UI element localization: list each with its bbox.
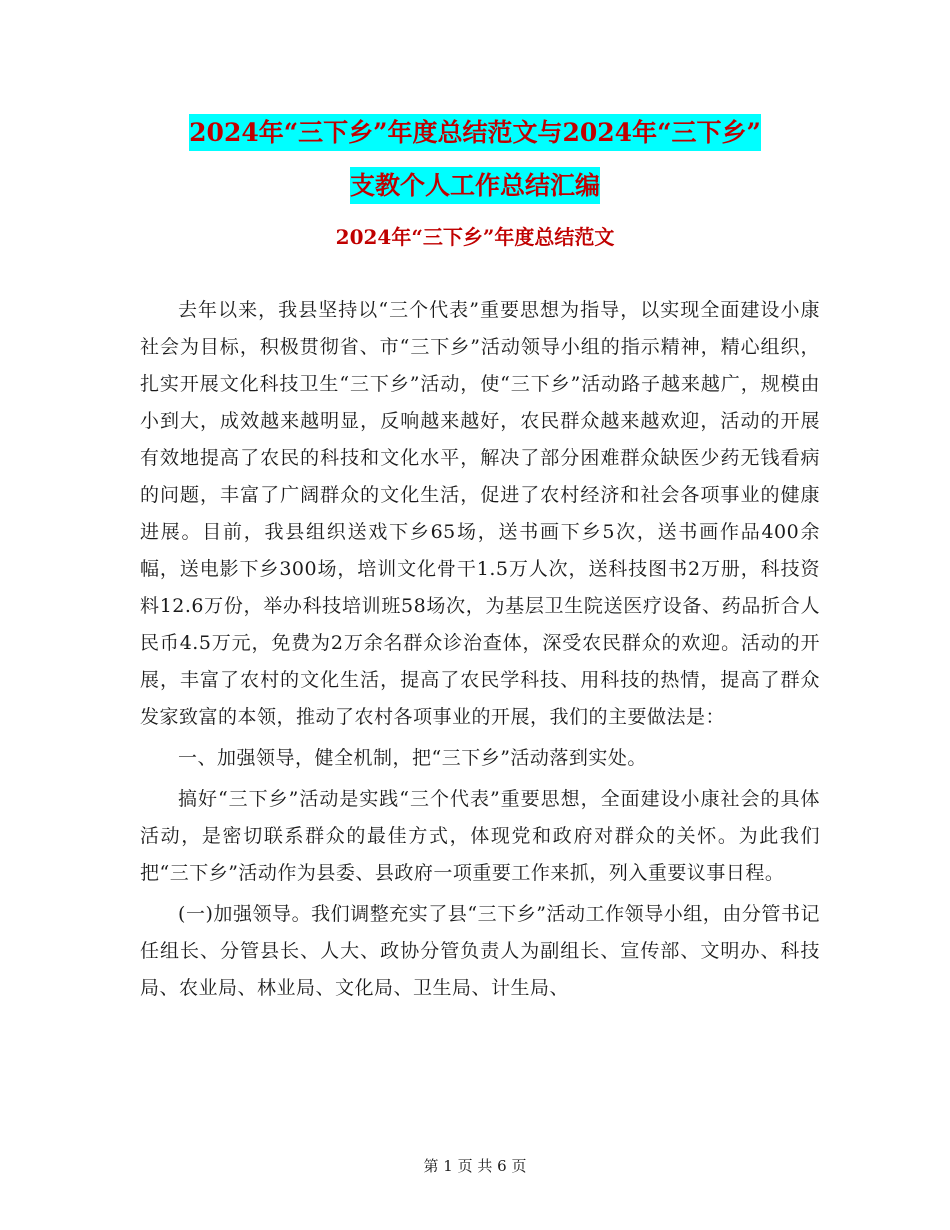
paragraph-2: 一、加强领导，健全机制，把“三下乡”活动落到实处。: [178, 747, 647, 769]
section-title: 2024年“三下乡”年度总结范文: [335, 225, 615, 249]
paragraph-1: 去年以来，我县坚持以“三个代表”重要思想为指导，以实现全面建设小康社会为目标，积极贯彻省、市“三下乡”活动领导小组的指示精神，精心组织，扎实开展文化科技卫生“三下乡”活动，使“三下乡”活动路子越来越广，规模由小到大，成效越来越明显，反响越来越好，农民群众越来越欢迎，活动的开展有效地提高了农民的科技和文化水平，解决了部分困难群众缺医少药无钱看病的问题，丰富了广阔群众的文化生活，促进了农村经济和社会各项事业的健康进展。目前，我县组织送戏下乡65场，送书画下乡5次，送书画作品400余幅，送电影下乡300场，培训文化骨干1.5万人次，送科技图书2万册，科技资料12.6万份，举办科技培训班58场次，为基层卫生院送医疗设备、药品折合人民币4.5万元，免费为2万余名群众诊治查体，深受农民群众的欢迎。活动的开展，丰富了农村的文化生活，提高了农民学科技、用科技的热情，提高了群众发家致富的本领，推动了农村各项事业的开展，我们的主要做法是：: [140, 299, 820, 728]
paragraph-4: (一)加强领导。我们调整充实了县“三下乡”活动工作领导小组，由分管书记任组长、分管县长、人大、政协分管负责人为副组长、宣传部、文明办、科技局、农业局、林业局、文化局、卫生局、计生局、: [140, 903, 820, 999]
document-body: [140, 292, 820, 1007]
page-footer: 第 1 页 共 6 页: [423, 1157, 527, 1175]
title-line-1: 2024年“三下乡”年度总结范文与2024年“三下乡”: [189, 114, 761, 151]
paragraph-3: 搞好“三下乡”活动是实践“三个代表”重要思想，全面建设小康社会的具体活动，是密切联系群众的最佳方式，体现党和政府对群众的关怀。为此我们把“三下乡”活动作为县委、县政府一项重要工作来抓，列入重要议事日程。: [140, 788, 820, 884]
document-title: [0, 106, 950, 212]
title-line-2: 支教个人工作总结汇编: [350, 167, 600, 204]
